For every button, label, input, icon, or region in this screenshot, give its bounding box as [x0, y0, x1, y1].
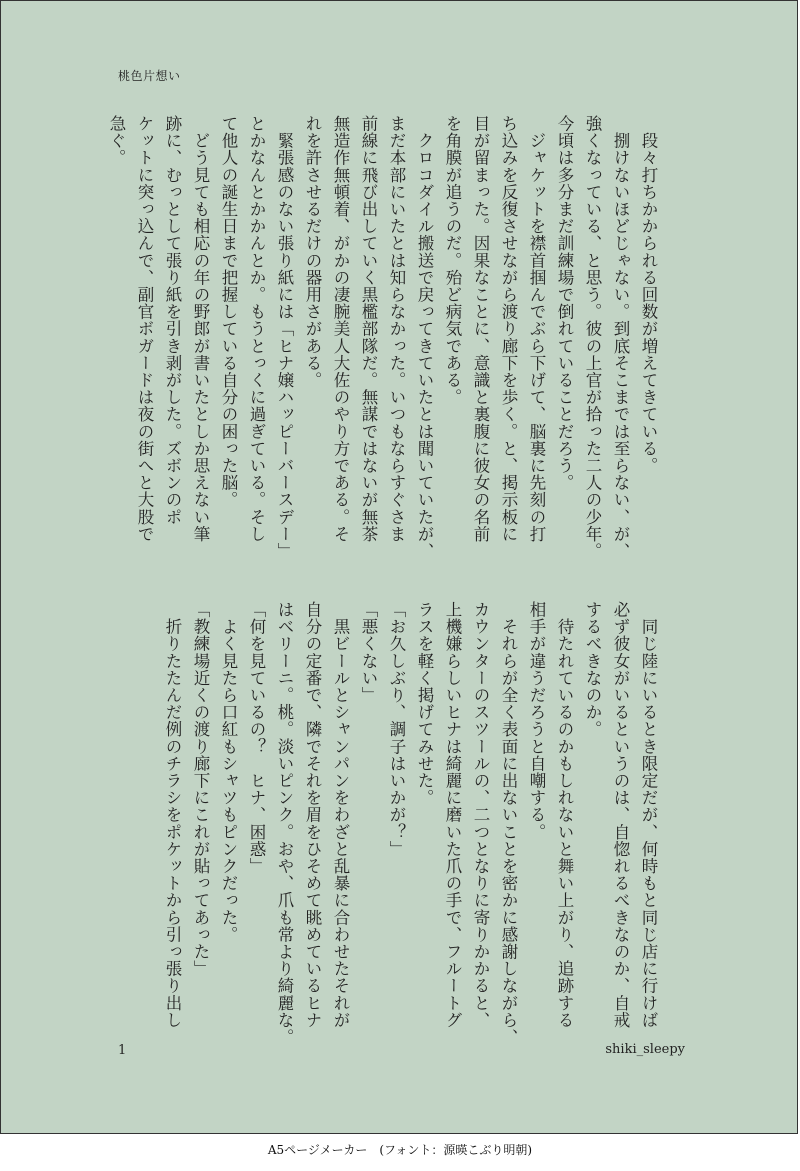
- text-line: ジャケットを襟首掴んでぶら下げて、脳裏に先刻の打: [527, 115, 546, 543]
- text-line: 黒ビールとシャンパンをわざと乱暴に合わせたそれが: [331, 601, 350, 1029]
- text-line: 待たれているのかもしれないと舞い上がり、追跡する: [555, 601, 574, 1029]
- text-line: て他人の誕生日まで把握している自分の困った脳。: [219, 115, 238, 509]
- text-line: 強くなっている、と思う。彼の上官が拾った二人の少年。: [583, 115, 602, 560]
- text-line: 急ぐ。: [107, 115, 126, 167]
- top-text-block: [107, 115, 662, 560]
- text-line: 前線に飛び出していく黒檻部隊だ。無謀ではないが無茶: [359, 115, 378, 543]
- text-line: よく見たら口紅もシャツもピンクだった。: [219, 601, 238, 943]
- text-line: 自分の定番で、隣でそれを眉をひそめて眺めているヒナ: [303, 601, 322, 1029]
- text-line: 緊張感のない張り紙には「ヒナ嬢ハッピーバースデー」: [275, 115, 294, 560]
- text-line: 今頃は多分まだ訓練場で倒れていることだろう。: [555, 115, 574, 492]
- text-line: 「教練場近くの渡り廊下にこれが貼ってあった」: [191, 601, 210, 978]
- text-line: まだ本部にいたとは知らなかった。いつもならすぐさま: [387, 115, 406, 543]
- text-line: とかなんとかかんとか。もうとっくに過ぎている。そし: [247, 115, 266, 543]
- footer-caption: A5ページメーカー (フォント：源暎こぶり明朝): [267, 1143, 533, 1157]
- text-line: 「何を見ているの？ ヒナ、困惑」: [247, 601, 266, 875]
- text-line: を角膜が追うのだ。殆ど病気である。: [443, 115, 462, 406]
- text-line: ち込みを反復させながら渡り廊下を歩く。と、掲示板に: [499, 115, 518, 543]
- text-line: クロコダイル搬送で戻ってきていたとは聞いていたが、: [415, 115, 434, 560]
- author-name: shiki_sleepy: [605, 1042, 685, 1057]
- text-line: 上機嫌らしいヒナは綺麗に磨いた爪の手で、フルートグ: [443, 601, 462, 1029]
- text-line: 折りたたんだ例のチラシをポケットから引っ張り出し: [163, 601, 182, 1029]
- text-line: するべきなのか。: [583, 601, 602, 738]
- text-line: 跡に、むっとして張り紙を引き剥がした。ズボンのポ: [163, 115, 182, 526]
- running-title: 桃色片想い: [118, 69, 181, 83]
- text-line: カウンターのスツールの、二つとなりに寄りかかると、: [471, 601, 490, 1029]
- page-number: 1: [118, 1043, 127, 1058]
- text-line: ラスを軽く掲げてみせた。: [415, 601, 434, 807]
- text-line: どう見ても相応の年の野郎が書いたとしか思えない筆: [191, 115, 210, 543]
- text-line: 目が留まった。因果なことに、意識と裏腹に彼女の名前: [471, 115, 490, 543]
- text-line: 段々打ちかかられる回数が増えてきている。: [639, 115, 658, 475]
- text-line: 「お久しぶり、調子はいかが？」: [387, 601, 406, 858]
- text-line: ケットに突っ込んで、副官ボガードは夜の街へと大股で: [135, 115, 154, 543]
- text-line: それらが全く表面に出ないことを密かに感謝しながら、: [499, 601, 518, 1046]
- bottom-text-block: [114, 601, 662, 1046]
- text-line: 同じ陸にいるとき限定だが、何時もと同じ店に行けば: [639, 601, 658, 1029]
- text-line: はベリーニ。桃。淡いピンク。おや、爪も常より綺麗な。: [275, 601, 294, 1046]
- text-line: 捌けないほどじゃない。到底そこまでは至らない、が、: [611, 115, 630, 560]
- text-line: 相手が違うだろうと自嘲する。: [527, 601, 546, 841]
- text-line: 無造作無頓着、がかの凄腕美人大佐のやり方である。そ: [331, 115, 350, 543]
- text-line: れを許させるだけの器用さがある。: [303, 115, 322, 389]
- text-line: 必ず彼女がいるというのは、自惚れるべきなのか、自戒: [611, 601, 630, 1029]
- text-line: 「悪くない」: [359, 601, 378, 704]
